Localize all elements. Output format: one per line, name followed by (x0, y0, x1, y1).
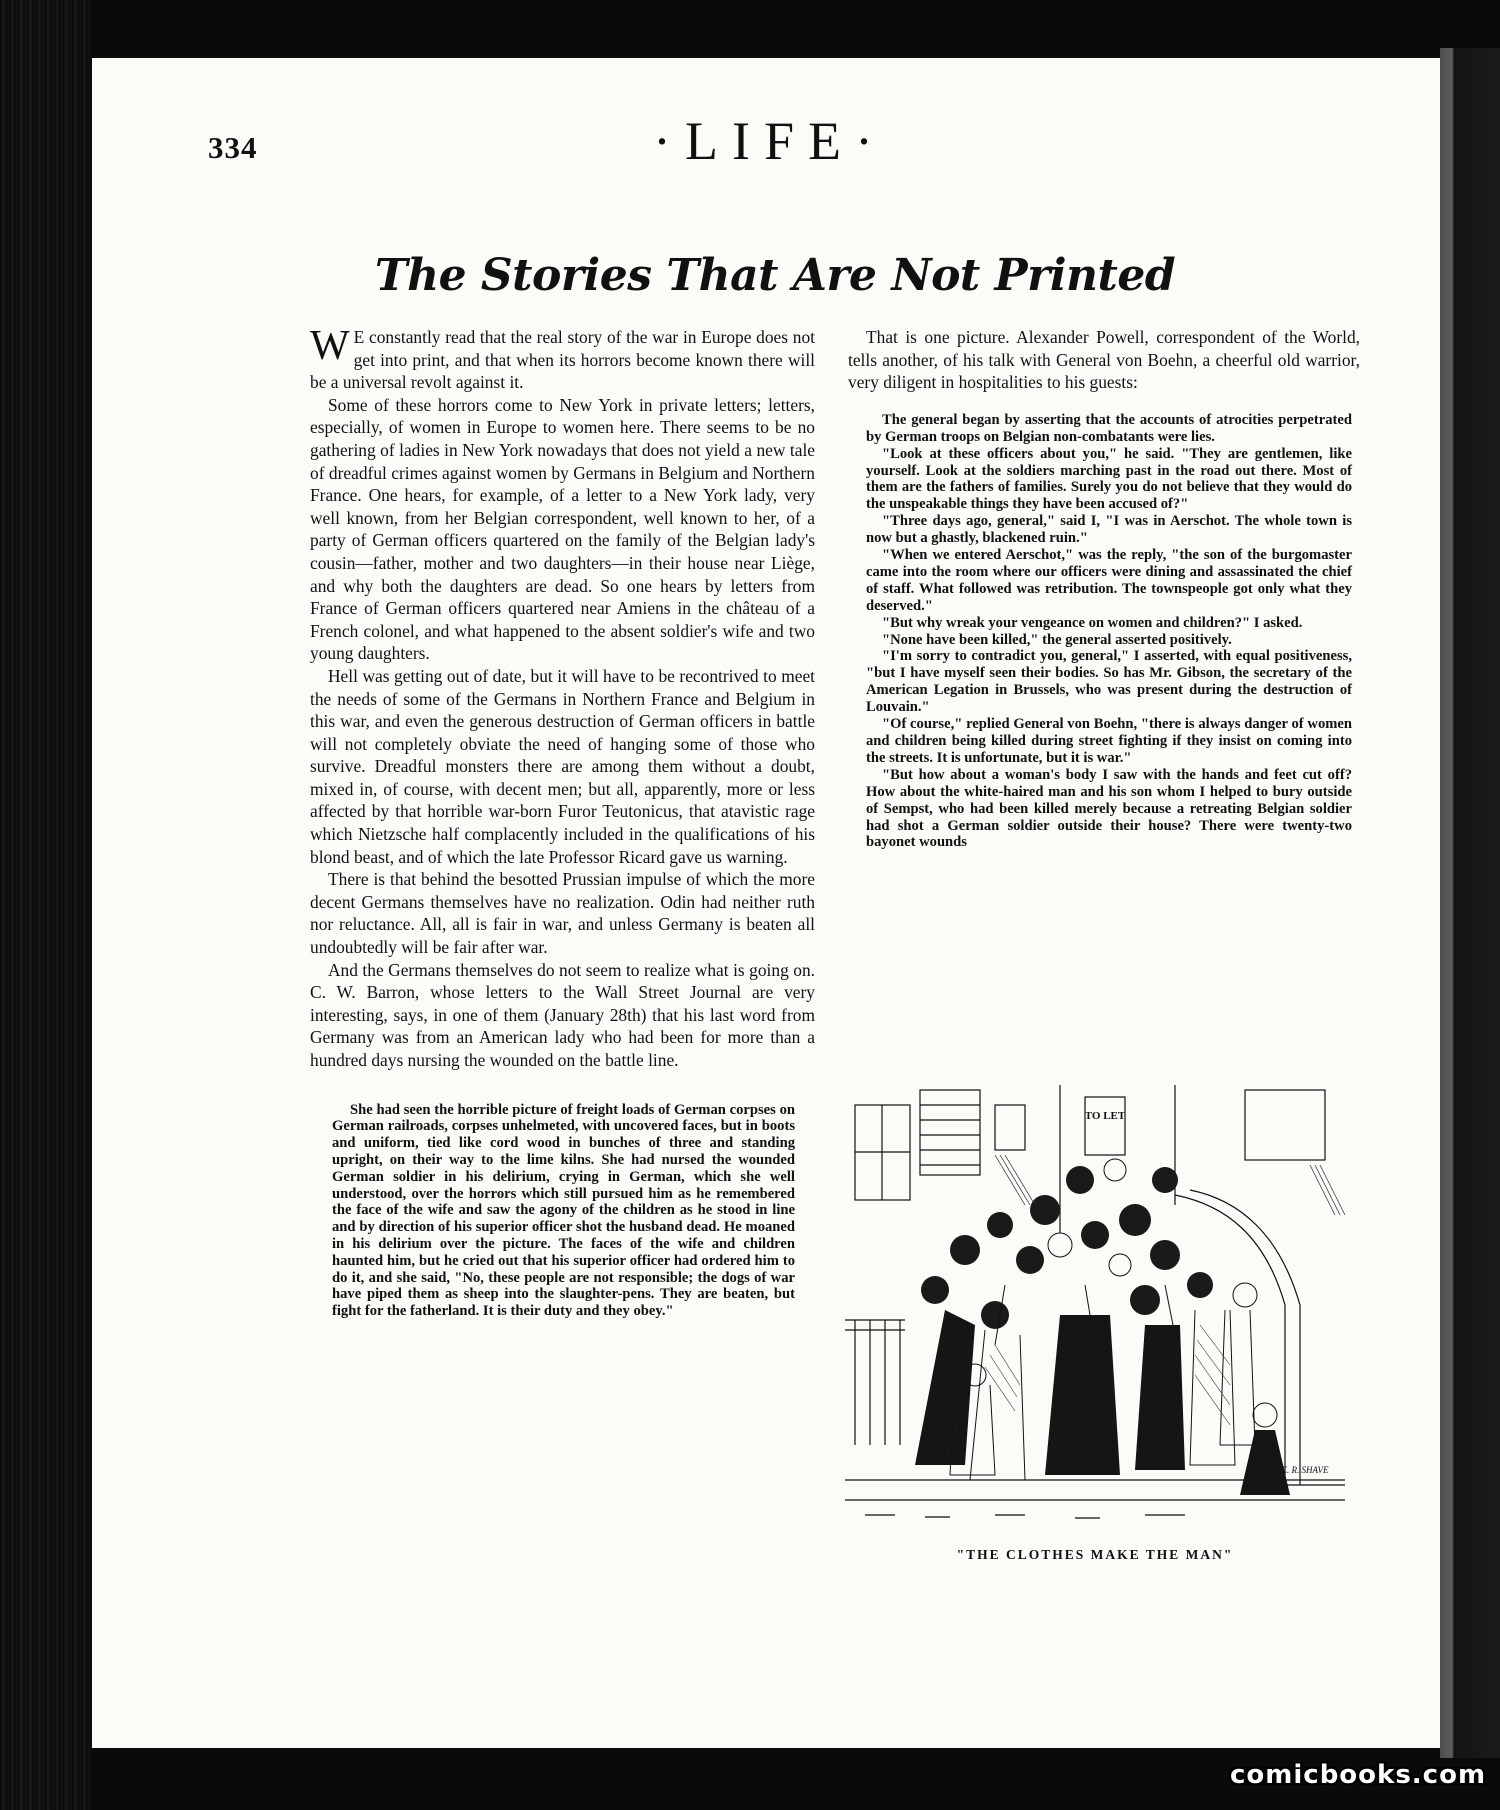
page-edge (1440, 48, 1500, 1758)
general-quote-p8: "Of course," replied General von Boehn, "there is always danger of women and children being killed during street fighting if they insist on coming into the streets. It is unfortunate, but it is war." (866, 716, 1352, 766)
paragraph-1 (310, 323, 815, 394)
article-title: The Stories That Are Not Printed (374, 250, 1176, 301)
general-quote-p3: "Three days ago, general," said I, "I was in Aerschot. The whole town is now but a ghastly, blackened ruin." (866, 513, 1352, 547)
general-quote-p1: The general began by asserting that the accounts of atrocities perpetrated by German troops on Belgian non-combatants were lies. (866, 411, 1352, 445)
paragraph-1-text: E constantly read that the real story of the war in Europe does not get into print, and that when its horrors become known there will be a universal revolt against it. (310, 327, 815, 393)
right-column (848, 326, 1360, 851)
general-quote-p4: "When we entered Aerschot," was the reply, "the son of the burgomaster came into the room where our officers were dining and assassinated the chief of staff. What followed was retribution. The townspeople got only what they deserved." (866, 547, 1352, 614)
drop-cap: W (310, 323, 350, 369)
general-quote-p7: "I'm sorry to contradict you, general," I asserted, with equal positiveness, "but I have myself seen their bodies. So has Mr. Gibson, the secretary of the American Legation in Brussels, who was present during the destruction of Louvain." (866, 648, 1352, 716)
general-quote-p5: "But why wreak your vengeance on women and children?" I asked. (882, 614, 1303, 631)
to-let-sign: TO LET (1084, 1110, 1126, 1122)
illustration-children-crowd (845, 1085, 1345, 1537)
nurse-quote (332, 1102, 795, 1320)
general-quote (866, 412, 1352, 852)
site-watermark: comicbooks.com (1230, 1760, 1487, 1790)
paragraph-3: Hell was getting out of date, but it will have to be recontrived to meet the needs of some of the Germans in Northern France and Belgium in this war, and even the generous destruction of German officers in battle will not completely obviate the need of hanging some of those who survive. Dreadful monsters there are among them without a doubt, mixed in, of course, with decent men; but all, apparently, more or less affected by that horrible war-born Furor Teutonicus, that atavistic rage which Nietzsche half complacently included in the qualifications of his blond beast, and of which the late Professor Ricard gave us warning. (310, 665, 815, 867)
general-quote-p6: "None have been killed," the general asserted positively. (882, 631, 1232, 648)
masthead: ·LIFE· (653, 111, 887, 171)
nurse-quote-text: She had seen the horrible picture of freight loads of German corpses on German railroads, corpses unhelmeted, with uncovered faces, but in boots and uniform, tied like cord wood in bunches of three and standing upright, on their way to the lime kilns. She had nursed the wounded German soldier in his delirium, crying in German, which she well understood, over the horrors which still pursued him as he remembered the face of the wife and saw the agony of the children as he stood in line and by direction of his superior officer shot the husband dead. He moaned in his delirium over the picture. The faces of the wife and children haunted him, but he cried out that his superior officer had ordered him to do it, and she said, "No, these people are not responsible; the dogs of war have piped them as sheep into the slaughter-pens. They are beaten, but fight for the fatherland. It is their duty and they obey." (332, 1101, 795, 1320)
paragraph-2: Some of these horrors come to New York in private letters; letters, especially, of women in Europe to women here. There seems to be no gathering of ladies in New York nowadays that does not yield a new tale of dreadful crimes against women by Germans in Belgium and Northern France. One hears, for example, of a letter to a New York lady, very well known, from her Belgian correspondent, well known to her, of a party of German officers quartered on the family of the Belgian lady's cousin—father, mother and two daughters—in their house near Liège, and why both the daughters are dead. So one hears by letters from France of German officers quartered near Amiens in the château of a French colonel, and what happened to the absent soldier's wife and two young daughters. (310, 394, 815, 664)
page-number: 334 (208, 130, 258, 165)
right-intro: That is one picture. Alexander Powell, correspondent of the World, tells another, of his talk with General von Boehn, a cheerful old warrior, very diligent in hospitalities to his guests: (848, 327, 1360, 393)
artist-signature: E. R. SHAVE (1281, 1465, 1329, 1475)
illustration-caption: "THE CLOTHES MAKE THE MAN" (956, 1547, 1234, 1562)
general-quote-p2: "Look at these officers about you," he said. "They are gentlemen, like yourself. Look at the soldiers marching past in the road out there. Most of them are the fathers of families. Surely you do not believe that they would do the unspeakable things they have been accused of?" (866, 445, 1352, 513)
general-quote-p9: "But how about a woman's body I saw with the hands and feet cut off? How about the white-haired man and his son whom I helped to bury outside of Sempst, who had been killed merely because a retreating Belgian soldier had shot a German soldier outside their house? There were twenty-two bayonet wounds (866, 766, 1352, 851)
paragraph-5: And the Germans themselves do not seem to realize what is going on. C. W. Barron, whose letters to the Wall Street Journal are very interesting, says, in one of them (January 28th) that his last word from Germany was from an American lady who had been for more than a hundred days nursing the wounded on the battle line. (310, 959, 815, 1070)
left-column (310, 323, 815, 1320)
book-spine (0, 0, 92, 1810)
paragraph-4: There is that behind the besotted Prussian impulse of which the more decent Germans themselves have no realization. Odin had neither ruth nor reluctance. All, all is fair in war, and unless Germany is beaten all undoubtedly will be fair after war. (310, 869, 815, 958)
